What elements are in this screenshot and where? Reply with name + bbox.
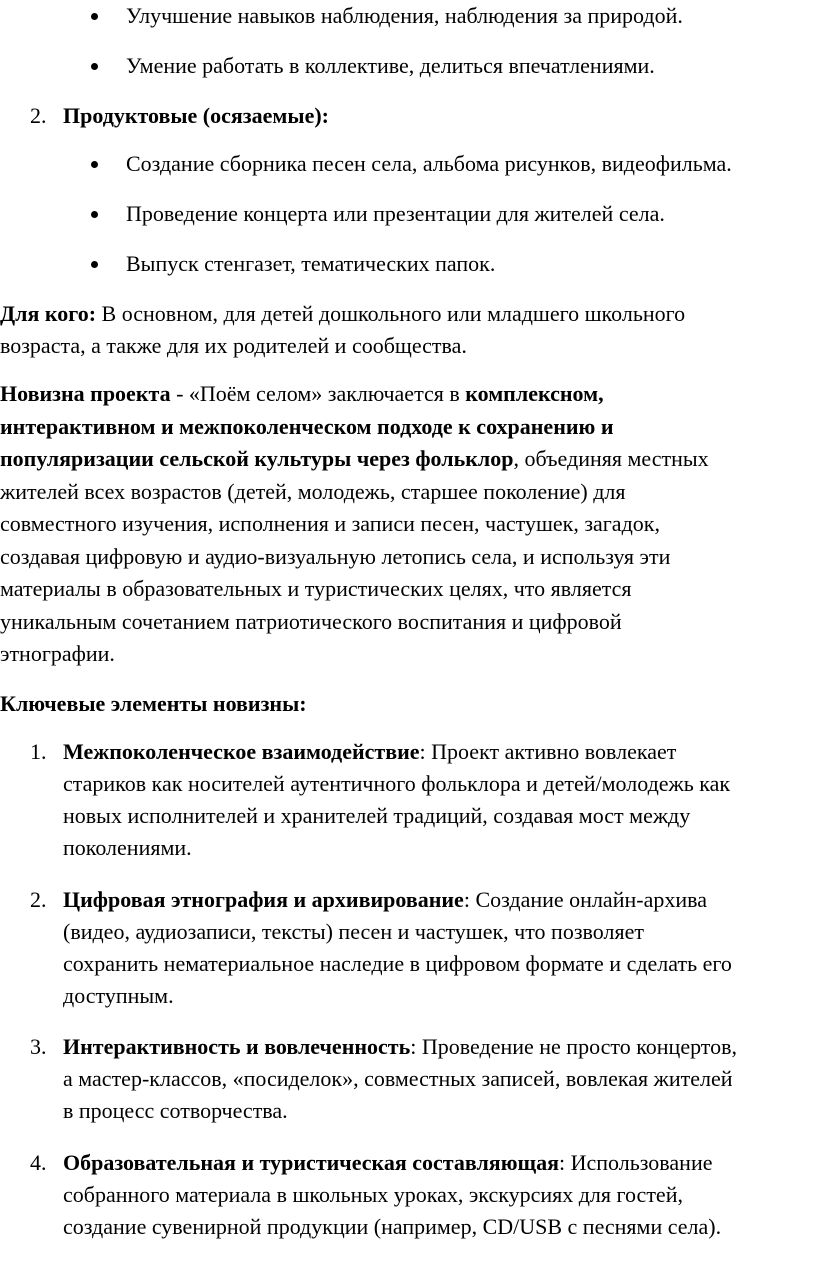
novelty-text: - «Поём селом» заключается в — [170, 381, 466, 406]
item-text: собранного материала в школьных уроках, экскурсиях для гостей, — [63, 1182, 683, 1207]
novelty-text: создавая цифровую и аудио-визуальную летопись села, и используя эти — [0, 543, 671, 569]
numbered-item — [0, 736, 816, 866]
item-number: 4. — [30, 1150, 47, 1175]
item-text: (видео, аудиозаписи, тексты) песен и частушек, что позволяет — [63, 919, 644, 944]
list-item-text: Умение работать в коллективе, делиться впечатлениями. — [126, 53, 655, 78]
numbered-section — [0, 100, 816, 132]
numbered-item — [0, 884, 816, 1014]
item-body — [63, 736, 816, 864]
item-body — [63, 1147, 816, 1243]
item-text: поколениями. — [63, 835, 192, 860]
novelty-text: этнографии. — [0, 641, 115, 666]
numbered-item — [0, 1031, 816, 1129]
item-title: Цифровая этнография и архивирование — [63, 887, 464, 912]
item-text: : Использование — [558, 1150, 713, 1175]
item-text: : Создание онлайн-архива — [463, 887, 707, 912]
novelty-text: , объединяя местных — [513, 446, 709, 471]
list-item-text: Улучшение навыков наблюдения, наблюдения за природой. — [126, 3, 683, 28]
novelty-text: совместного изучения, исполнения и записи песен, частушек, загадок, — [0, 511, 660, 536]
for-whom-label: Для кого: — [0, 301, 97, 326]
section-number: 2. — [30, 103, 47, 128]
item-title: Интерактивность и вовлеченность — [63, 1034, 411, 1059]
item-text: : Проведение не просто концертов, — [410, 1034, 738, 1059]
list-item-text: Создание сборника песен села, альбома рисунков, видеофильма. — [126, 151, 732, 176]
item-title: Образовательная и туристическая составляющая — [63, 1150, 559, 1175]
novelty-label: Новизна проекта — [0, 381, 171, 406]
for-whom-text: возраста, а также для их родителей и сообщества. — [0, 333, 467, 358]
item-number: 2. — [30, 887, 47, 912]
novelty-emphasis: популяризации сельской культуры через фольклор — [0, 446, 514, 471]
key-elements-heading-block — [0, 688, 816, 720]
item-number: 3. — [30, 1034, 47, 1059]
item-text: стариков как носителей аутентичного фольклора и детей/молодежь как — [63, 771, 731, 796]
item-text: новых исполнителей и хранителей традиций, создавая мост между — [63, 803, 691, 828]
item-title: Межпоколенческое взаимодействие — [63, 739, 420, 764]
list-item-text: Выпуск стенгазет, тематических папок. — [126, 251, 496, 276]
for-whom-paragraph — [0, 298, 816, 362]
bullet-icon — [91, 211, 98, 218]
section-heading: Продуктовые (осязаемые): — [63, 103, 329, 128]
list-item-text: Проведение концерта или презентации для жителей села. — [126, 201, 665, 226]
for-whom-text: В основном, для детей дошкольного или младшего школьного — [96, 301, 686, 326]
novelty-emphasis: комплексном, — [465, 381, 604, 406]
item-body — [63, 884, 816, 1012]
novelty-emphasis: интерактивном и межпоколенческом подходе к сохранению и — [0, 413, 614, 439]
novelty-paragraph — [0, 378, 816, 671]
item-number: 1. — [30, 739, 47, 764]
item-text: доступным. — [63, 983, 174, 1008]
bullet-icon — [91, 63, 98, 70]
item-body — [63, 1031, 816, 1127]
item-text: в процесс сотворчества. — [63, 1098, 288, 1123]
item-text: сохранить нематериальное наследие в цифровом формате и сделать его — [63, 951, 732, 976]
bullet-icon — [91, 13, 98, 20]
bullet-icon — [91, 161, 98, 168]
key-elements-heading: Ключевые элементы новизны: — [0, 691, 307, 716]
novelty-text: уникальным сочетанием патриотического воспитания и цифровой — [0, 608, 622, 634]
novelty-text: жителей всех возрастов (детей, молодежь, старшее поколение) для — [0, 478, 626, 504]
numbered-item — [0, 1147, 816, 1245]
novelty-text: материалы в образовательных и туристических целях, что является — [0, 576, 632, 601]
item-text: а мастер-классов, «посиделок», совместных записей, вовлекая жителей — [63, 1066, 733, 1091]
item-text: создание сувенирной продукции (например, CD/USB с песнями села). — [63, 1214, 722, 1239]
item-text: : Проект активно вовлекает — [419, 739, 677, 764]
bullet-icon — [91, 261, 98, 268]
